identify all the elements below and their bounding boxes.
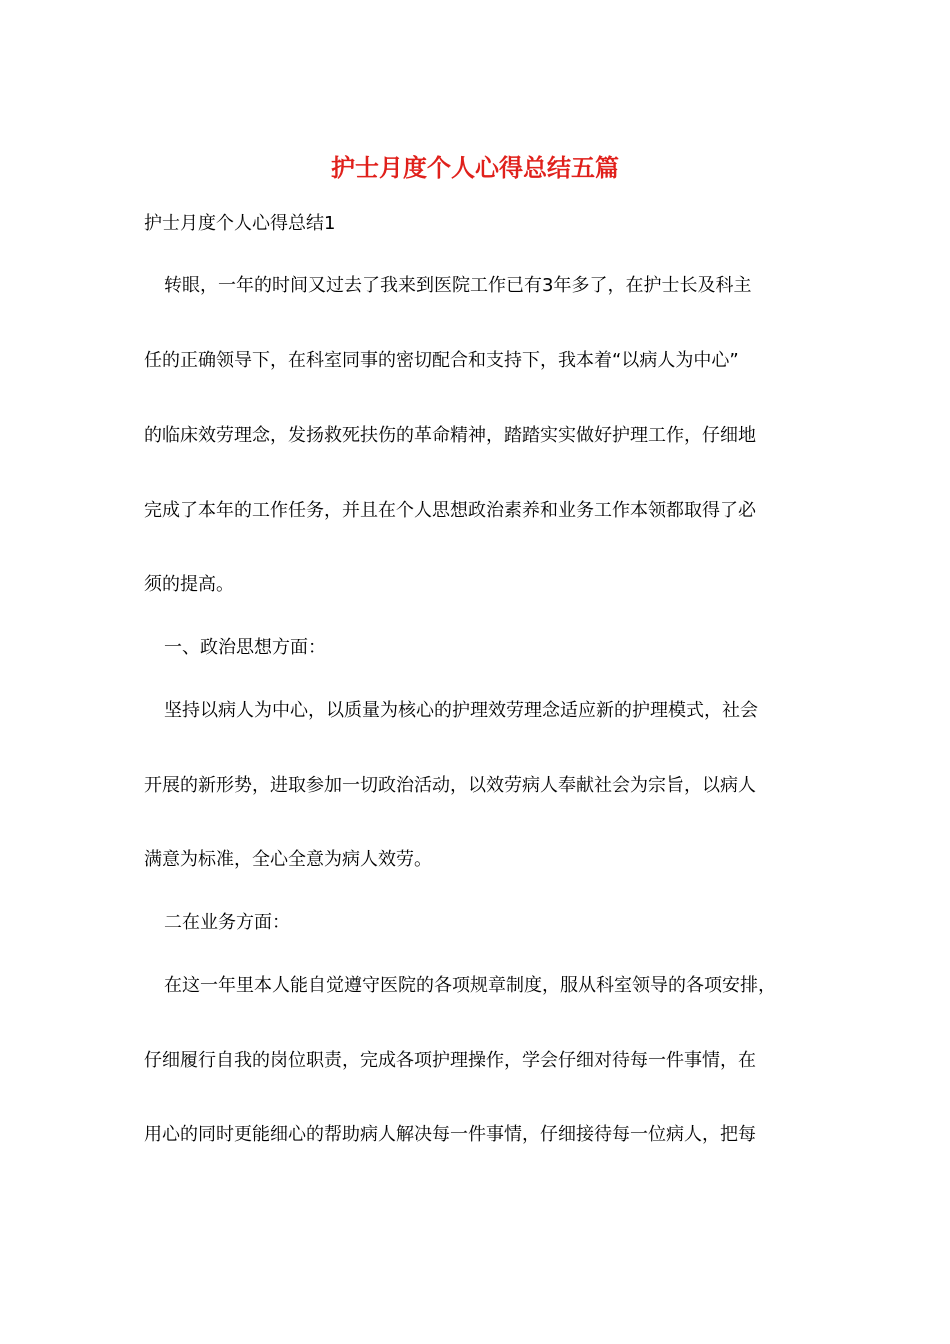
paragraph-line: 的临床效劳理念，发扬救死扶伤的革命精神，踏踏实实做好护理工作，仔细地 [144,425,756,446]
paragraph-line: 开展的新形势，进取参加一切政治活动，以效劳病人奉献社会为宗旨，以病人 [144,775,756,796]
paragraph-line: 在这一年里本人能自觉遵守医院的各项规章制度，服从科室领导的各项安排， [164,975,776,996]
paragraph-line: 须的提高。 [144,574,234,595]
document-title: 护士月度个人心得总结五篇 [331,153,619,182]
paragraph-line: 仔细履行自我的岗位职责，完成各项护理操作，学会仔细对待每一件事情，在 [144,1050,756,1071]
paragraph-line: 转眼，一年的时间又过去了我来到医院工作已有3年多了，在护士长及科主 [164,275,752,296]
paragraph-line: 满意为标准，全心全意为病人效劳。 [144,849,432,870]
section-heading: 护士月度个人心得总结1 [144,213,336,234]
subheading: 一、政治思想方面： [164,637,326,658]
paragraph-line: 任的正确领导下，在科室同事的密切配合和支持下，我本着“以病人为中心” [144,350,739,371]
paragraph-line: 完成了本年的工作任务，并且在个人思想政治素养和业务工作本领都取得了必 [144,500,756,521]
paragraph-line: 坚持以病人为中心，以质量为核心的护理效劳理念适应新的护理模式，社会 [164,700,758,721]
paragraph-line: 用心的同时更能细心的帮助病人解决每一件事情，仔细接待每一位病人，把每 [144,1124,756,1145]
subheading: 二在业务方面： [164,912,290,933]
